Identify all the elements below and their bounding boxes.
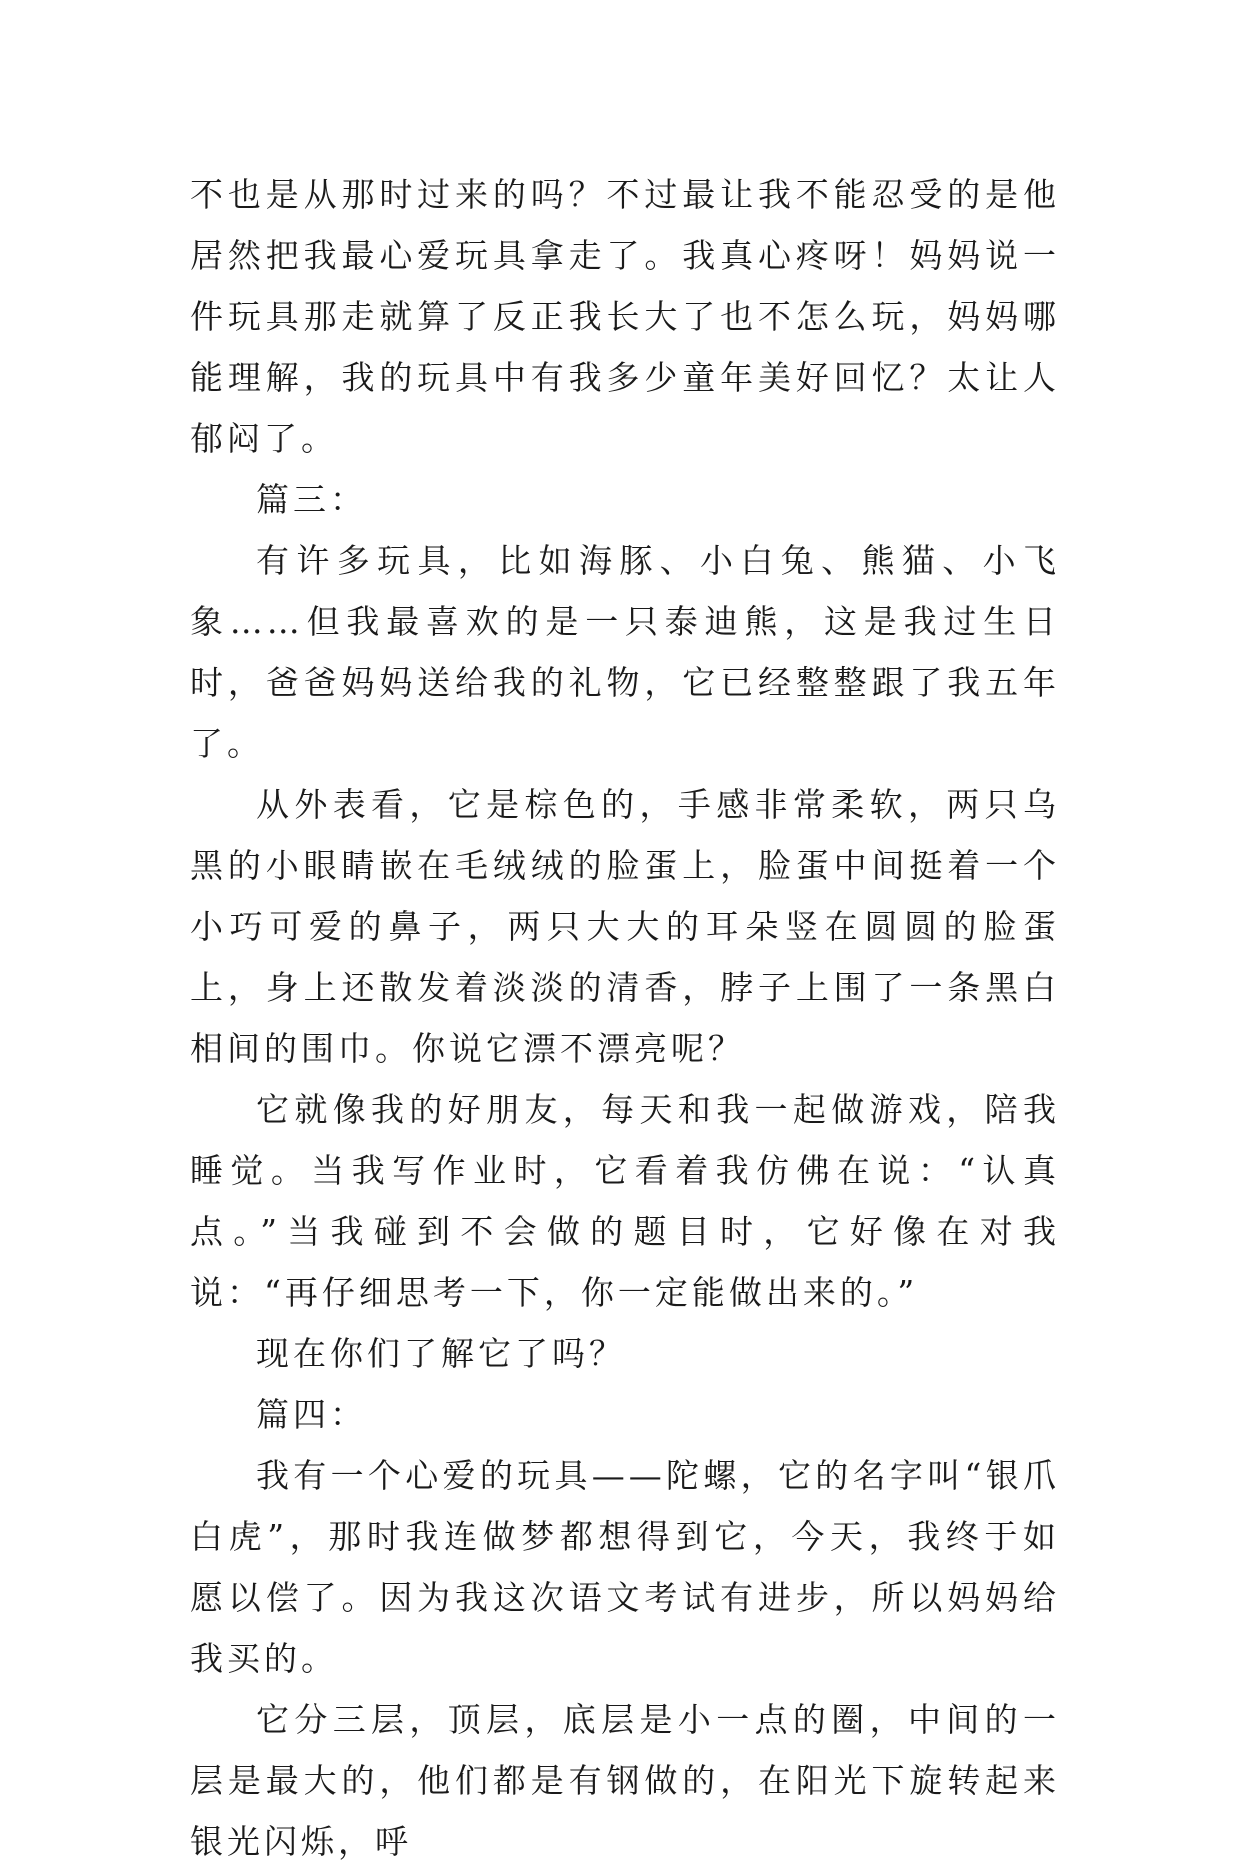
- paragraph: 有许多玩具，比如海豚、小白兔、熊猫、小飞象……但我最喜欢的是一只泰迪熊，这是我过生日时，爸爸妈妈送给我的礼物，它已经整整跟了我五年了。: [190, 541, 1060, 763]
- document-body: [190, 164, 1060, 1872]
- section-heading-pian-si: 篇四：: [256, 1395, 367, 1434]
- section-heading-pian-san: 篇三：: [256, 480, 367, 519]
- paragraph: 现在你们了解它了吗？: [256, 1334, 626, 1373]
- paragraph: 从外表看，它是棕色的，手感非常柔软，两只乌黑的小眼睛嵌在毛绒绒的脸蛋上，脸蛋中间挺着一个小巧可爱的鼻子，两只大大的耳朵竖在圆圆的脸蛋上，身上还散发着淡淡的清香，脖子上围了一条黑白相间的围巾。你说它漂不漂亮呢？: [190, 785, 1060, 1068]
- paragraph: 它分三层，顶层，底层是小一点的圈，中间的一层是最大的，他们都是有钢做的，在阳光下旋转起来银光闪烁，呼: [190, 1700, 1060, 1861]
- paragraph: 它就像我的好朋友，每天和我一起做游戏，陪我睡觉。当我写作业时，它看着我仿佛在说：“认真点。”当我碰到不会做的题目时，它好像在对我说：“再仔细思考一下，你一定能做出来的。”: [190, 1090, 1060, 1312]
- paragraph: 我有一个心爱的玩具——陀螺，它的名字叫“银爪白虎”，那时我连做梦都想得到它，今天，我终于如愿以偿了。因为我这次语文考试有进步，所以妈妈给我买的。: [190, 1456, 1060, 1678]
- paragraph-continuation: 不也是从那时过来的吗？不过最让我不能忍受的是他居然把我最心爱玩具拿走了。我真心疼呀！妈妈说一件玩具那走就算了反正我长大了也不怎么玩，妈妈哪能理解，我的玩具中有我多少童年美好回忆？太让人郁闷了。: [190, 175, 1060, 458]
